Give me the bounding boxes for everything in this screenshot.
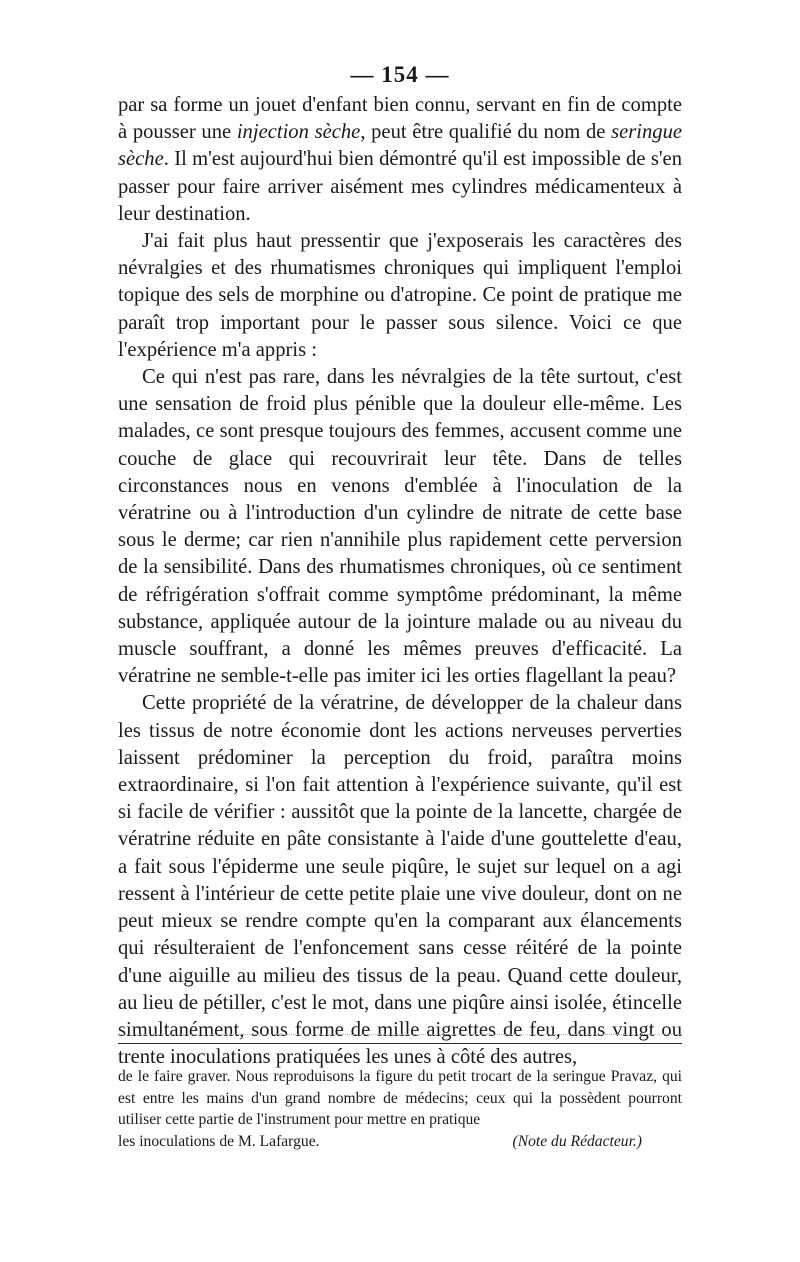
footnote-text: de le faire graver. Nous reproduisons la figure du petit trocart de la seringue Pravaz, qui est entre les mains d'un grand nombre de médecins; ceux qui la possèdent pourront utiliser cette partie de l'instrument pour mettre en pratique [118,1068,682,1129]
paragraph [118,690,682,1071]
text-segment: J'ai fait plus haut pressentir que j'exposerais les caractères des névralgies et des rhumatismes chroniques qui impliquent l'emploi topique des sels de morphine ou d'atropine. Ce point de pratique me paraît trop important pour le passer sous silence. Voici ce que l'expérience m'a appris : [118,230,682,361]
italic-phrase: seringue sèche [118,121,682,171]
text-segment: Ce qui n'est pas rare, dans les névralgies de la tête surtout, c'est une sensation de froid plus pénible que la douleur elle-même. Les malades, ce sont presque toujours des femmes, accusent comme une couche de glace qui recouvrirait leur tête. Dans de telles circonstances nous en venons d'emblée à l'inoculation de la vératrine ou à l'introduction d'un cylindre de nitrate de cette base sous le derme; car rien n'annihile plus rapidement cette perversion de la sensibilité. Dans des rhumatismes chroniques, où ce sentiment de réfrigération s'offrait comme symptôme prédominant, la même substance, appliquée autour de la jointure malade ou au niveau du muscle souffrant, a donné les mêmes preuves d'efficacité. La vératrine ne semble-t-elle pas imiter ici les orties flagellant la peau? [118,366,682,688]
page-body [118,58,682,1071]
paragraph [118,92,682,228]
page-number: — 154 — [350,62,450,87]
paragraph [118,364,682,690]
text-segment: par sa forme un jouet d'enfant bien connu, servant en fin de compte à pousser une [118,94,682,144]
footnote-credit: (Note du Rédacteur.) [512,1132,642,1150]
footnote-last-line [118,1131,682,1153]
footnote-divider [118,1043,682,1044]
text-segment: . Il m'est aujourd'hui bien démontré qu'il est impossible de s'en passer pour faire arriver aisément mes cylindres médicamenteux à leur destination. [118,148,682,225]
footnote-last-text: les inoculations de M. Lafargue. [118,1132,320,1150]
paragraph [118,228,682,364]
text-segment: Cette propriété de la vératrine, de développer de la chaleur dans les tissus de notre économie dont les actions nerveuses perverties laissent prédominer la perception du froid, paraîtra moins extraordinaire, si l'on fait attention à l'expérience suivante, qu'il est si facile de vérifier : aussitôt que la pointe de la lancette, chargée de vératrine réduite en pâte consistante à l'aide d'une gouttelette d'eau, a fait sous l'épiderme une seule piqûre, le sujet sur lequel on a agi ressent à l'intérieur de cette petite plaie une vive douleur, dont on ne peut mieux se rendre compte qu'en la comparant aux élancements qui résulteraient de l'enfoncement sans cesse réitéré de la pointe d'une aiguille au milieu des tissus de la peau. Quand cette douleur, au lieu de pétiller, c'est le mot, dans une piqûre ainsi isolée, étincelle simultanément, sous forme de mille aigrettes de feu, dans vingt ou trente inoculations pratiquées les unes à côté des autres, [118,692,682,1069]
italic-phrase: injection sèche [236,121,361,144]
footnote [118,1066,682,1152]
main-text [118,92,682,1071]
text-segment: , peut être qualifié du nom de [360,121,612,144]
faint-divider [118,1034,682,1035]
